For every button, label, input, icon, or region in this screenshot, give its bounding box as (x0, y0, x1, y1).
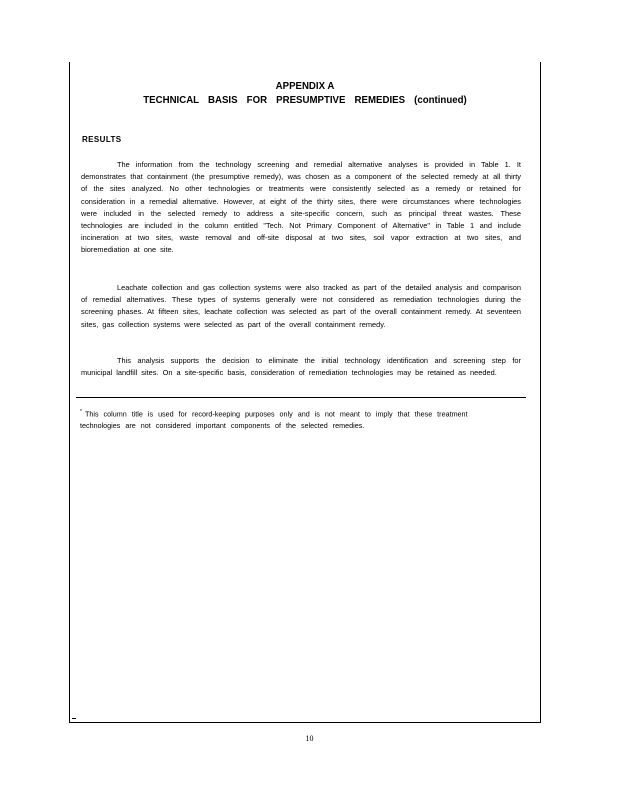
appendix-subtitle: TECHNICAL BASIS FOR PRESUMPTIVE REMEDIES (continued) (143, 94, 467, 106)
results-paragraph-3: This analysis supports the decision to eliminate the initial technology identification and screening step for municipal landfill sites. On a site-specific basis, consideration of remediation technologies may be retained as needed. (81, 356, 521, 378)
appendix-title: APPENDIX A (275, 80, 335, 92)
frame-corner-mark (72, 718, 76, 719)
results-paragraph-1: The information from the technology screening and remedial alternative analyses is provided in Table 1. It demonstrates that containment (the presumptive remedy), was chosen as a component of the selected remedy at all thirty of the sites analyzed. No other technologies or treatments were consistently selected as a remedy or retained for consideration in a remedial alternative. However, at eight of the thirty sites, there were circumstances where technologies were included in the selected remedy to address a site-specific concern, such as principal threat wastes. These technologies are included in the column entitled "Tech. Not Primary Component of Alternative" in Table 1 and include incineration at two sites, waste removal and off-site disposal at two sites, soil vapor extraction at two sites, and bioremediation at one site. (81, 160, 521, 255)
page-number: 10 (305, 734, 314, 743)
footnote-text: This column title is used for record-keeping purposes only and is not meant to imply that these treatment technologies are not considered important components of the selected remedies. (80, 409, 468, 431)
footnote-separator (76, 397, 526, 398)
footnote (80, 406, 510, 432)
footnote-marker: * (80, 409, 82, 415)
section-heading-results: RESULTS (82, 135, 122, 144)
results-paragraph-2: Leachate collection and gas collection systems were also tracked as part of the detailed analysis and comparison of remedial alternatives. These types of systems generally were not considered as remediation technologies during the screening phases. At fifteen sites, leachate collection was selected as part of the overall containment remedy. At seventeen sites, gas collection systems were selected as part of the overall containment remedy. (81, 283, 521, 329)
